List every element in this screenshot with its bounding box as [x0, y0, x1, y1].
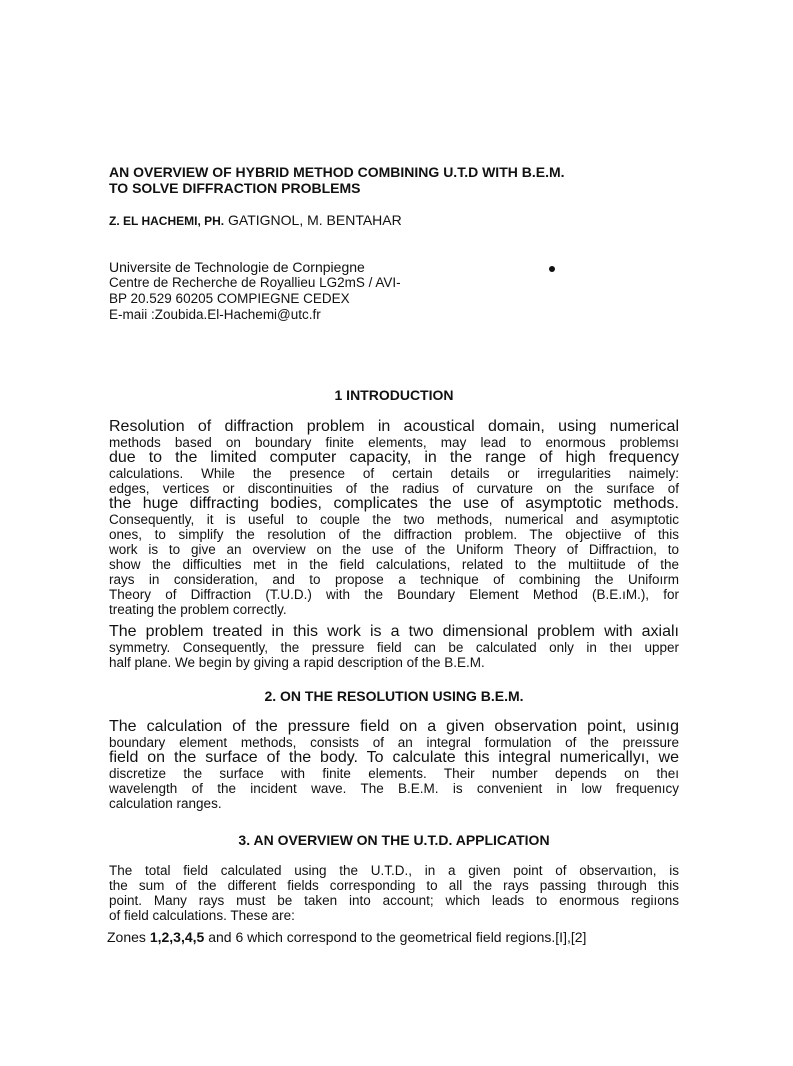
section-1-heading	[109, 386, 679, 404]
author-list	[109, 211, 402, 230]
text-line: Resolution of diffraction problem in acoustical domain, using numerical	[109, 419, 679, 435]
text-line: boundary element methods, consists of an integral formulation of the preıssure	[109, 735, 679, 750]
text-line: edges, vertices or discontinuities of the radius of curvature on the surıface of	[109, 481, 679, 496]
intro-paragraph-1	[109, 419, 679, 617]
text-line: Theory of Diffraction (T.U.D.) with the Boundary Element Method (B.E.ıM.), for	[109, 587, 679, 602]
paper-title	[109, 164, 669, 196]
section-2-heading-bold: RESOLUTION USING B.E.M.	[336, 688, 524, 704]
zones-rest: and 6 which correspond to the geometrical field regions.[I],[2]	[208, 929, 587, 945]
section-3-heading-text: 3. AN OVERVIEW ON THE U.T.D. APPLICATION	[238, 832, 550, 848]
text-line: treating the problem correctly.	[109, 602, 287, 617]
title-line-1: AN OVERVIEW OF HYBRID METHOD COMBINING U.T.D WITH B.E.M.	[109, 164, 565, 180]
bem-paragraph	[109, 719, 679, 811]
text-line: The calculation of the pressure field on a given observation point, usinıg	[109, 719, 679, 735]
text-line: of field calculations. These are:	[109, 908, 295, 923]
zones-numbers: 1,2,3,4,5	[149, 929, 205, 945]
text-line: due to the limited computer capacity, in the range of high frequency	[109, 450, 679, 466]
affiliation-block	[109, 259, 401, 323]
text-line: half plane. We begin by giving a rapid description of the B.E.M.	[109, 655, 485, 670]
text-line: The total field calculated using the U.T.D., in a given point of observaıtion, is	[109, 863, 679, 878]
affiliation-email: E-maii :Zoubida.El-Hachemi@utc.fr	[109, 307, 321, 322]
affiliation-line-2: Centre de Recherche de Royallieu LG2mS / AVI-	[109, 275, 401, 290]
text-line: the sum of the different fields corresponding to all the rays passing thırough this	[109, 878, 679, 893]
text-line: field on the surface of the body. To calculate this integral numericallyı, we	[109, 750, 679, 766]
section-3-heading	[109, 831, 679, 849]
text-line: work is to give an overview on the use of the Uniform Theory of Diffractıion, to	[109, 542, 679, 557]
text-line: point. Many rays must be taken into account; which leads to enormous regiıons	[109, 893, 679, 908]
text-line: calculations. While the presence of certain details or irregularities naimely:	[109, 466, 679, 481]
authors-rest: GATIGNOL, M. BENTAHAR	[228, 212, 402, 228]
text-line: show the difficulties met in the field calculations, related to the multiitude of the	[109, 557, 679, 572]
zones-prefix: Zones	[107, 929, 146, 945]
section-2-heading-plain: 2. ON THE	[264, 688, 333, 704]
zones-line	[107, 929, 586, 946]
scan-dot-mark	[549, 266, 555, 272]
text-line: Consequently, it is useful to couple the two methods, numerical and asymıptotic	[109, 512, 679, 527]
text-line: ones, to simplify the resolution of the diffraction problem. The objectiive of this	[109, 527, 679, 542]
text-line: wavelength of the incident wave. The B.E.M. is convenient in low frequenıcy	[109, 781, 679, 796]
text-line: methods based on boundary finite elements, may lead to enormous problemsı	[109, 435, 679, 450]
text-line: calculation ranges.	[109, 796, 222, 811]
intro-paragraph-2	[109, 624, 679, 670]
text-line: rays in consideration, and to propose a technique of combining the Unifoırm	[109, 572, 679, 587]
section-2-heading	[109, 687, 679, 705]
text-line: symmetry. Consequently, the pressure field can be calculated only in theı upper	[109, 640, 679, 655]
affiliation-line-3: BP 20.529 60205 COMPIEGNE CEDEX	[109, 291, 350, 306]
text-line: the huge diffracting bodies, complicates the use of asymptotic methods.	[109, 496, 679, 512]
section-1-heading-text: 1 INTRODUCTION	[334, 387, 454, 403]
affiliation-line-1: Universite de Technologie de Cornpiegne	[109, 259, 365, 275]
utd-paragraph	[109, 863, 679, 923]
text-line: discretize the surface with finite elements. Their number depends on theı	[109, 766, 679, 781]
title-line-2: TO SOLVE DIFFRACTION PROBLEMS	[109, 180, 361, 196]
authors-bold: Z. EL HACHEMI, PH.	[109, 214, 225, 228]
text-line: The problem treated in this work is a two dimensional problem with axialı	[109, 624, 679, 640]
